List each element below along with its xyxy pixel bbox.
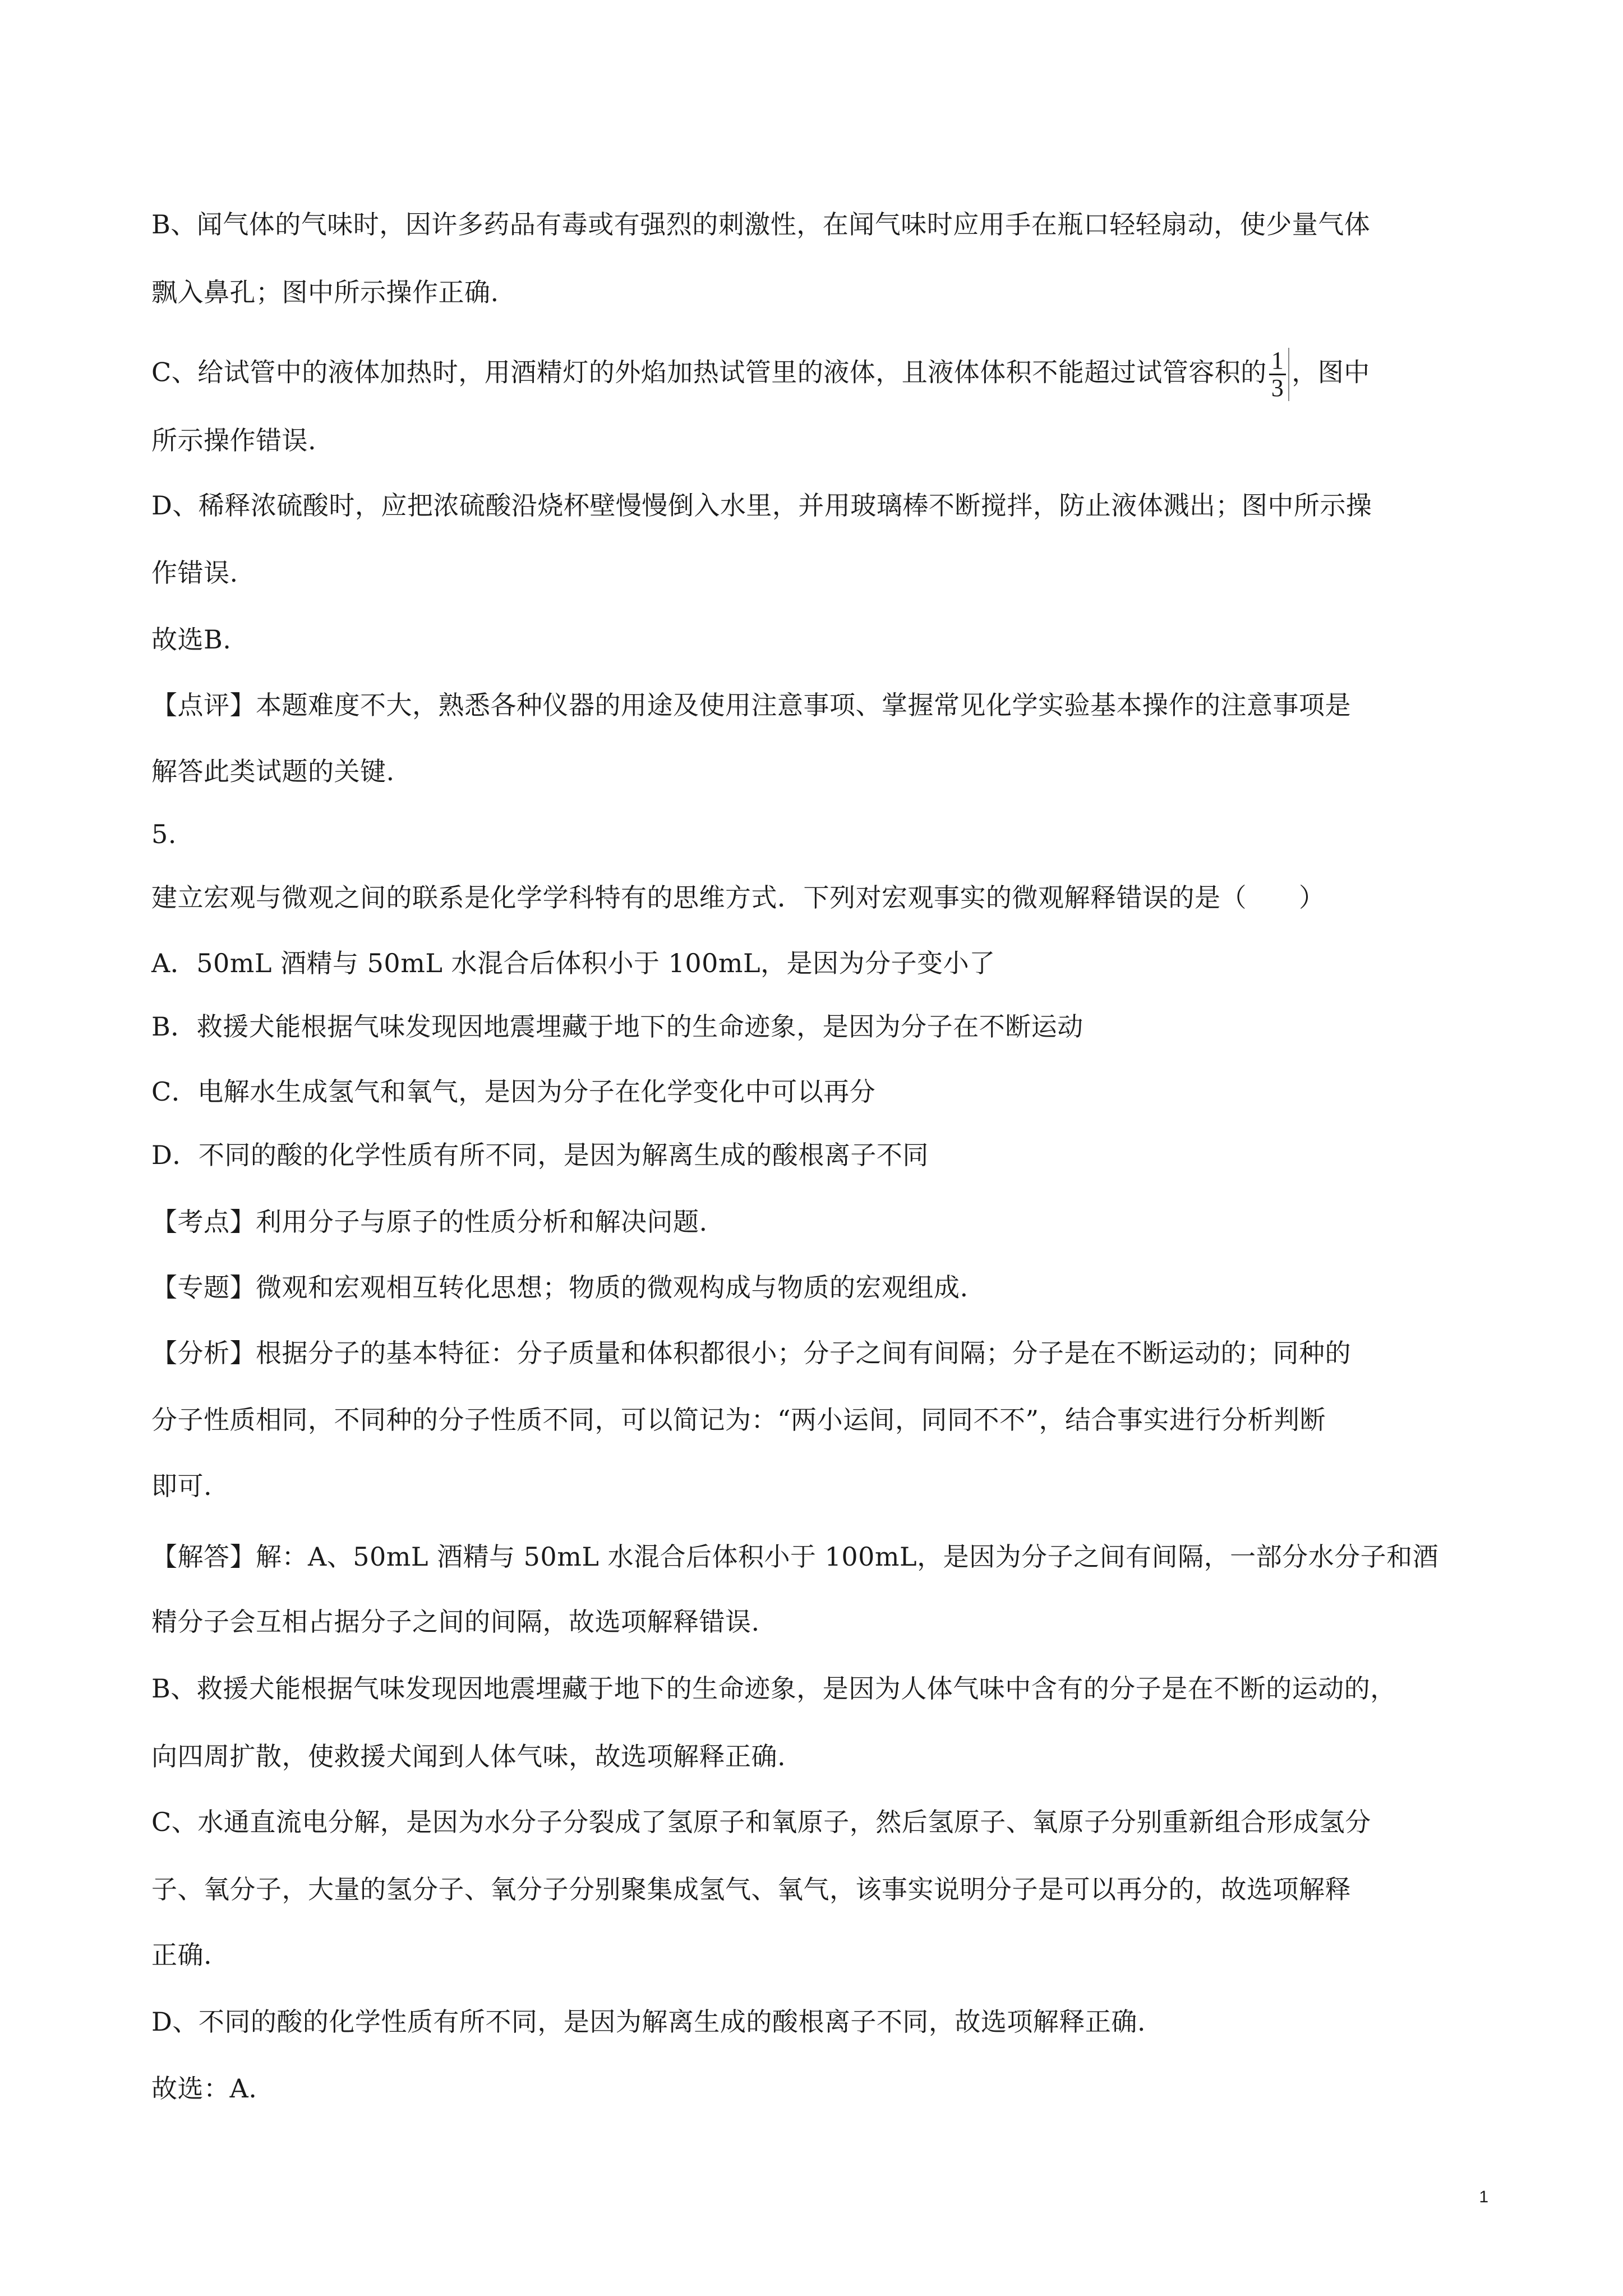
paragraph: 向四周扩散，使救援犬闻到人体气味，故选项解释正确. xyxy=(151,1741,786,1772)
paragraph: B、闻气体的气味时，因许多药品有毒或有强烈的刺激性，在闻气味时应用手在瓶口轻轻扇动，使少量气体 xyxy=(151,209,1371,240)
paragraph: 【考点】利用分子与原子的性质分析和解决问题. xyxy=(151,1207,708,1237)
paragraph: C．电解水生成氢气和氧气，是因为分子在化学变化中可以再分 xyxy=(151,1076,876,1107)
paragraph: B．救援犬能根据气味发现因地震埋藏于地下的生命迹象，是因为分子在不断运动 xyxy=(151,1011,1083,1042)
paragraph: 所示操作错误. xyxy=(151,425,317,455)
paragraph: 【专题】微观和宏观相互转化思想；物质的微观构成与物质的宏观组成. xyxy=(151,1272,969,1303)
paragraph: 正确. xyxy=(151,1940,213,1970)
paragraph: 即可. xyxy=(151,1471,213,1501)
paragraph: 故选B. xyxy=(151,624,232,655)
paragraph: 建立宏观与微观之间的联系是化学学科特有的思维方式．下列对宏观事实的微观解释错误的是（ ） xyxy=(151,882,1325,913)
paragraph: 分子性质相同，不同种的分子性质不同，可以简记为：“两小运间，同同不不”，结合事实进行分析判断 xyxy=(151,1405,1326,1435)
paragraph: 5. xyxy=(151,819,177,849)
paragraph: 【点评】本题难度不大，熟悉各种仪器的用途及使用注意事项、掌握常见化学实验基本操作的注意事项是 xyxy=(151,690,1351,720)
paragraph: B、救援犬能根据气味发现因地震埋藏于地下的生命迹象，是因为人体气味中含有的分子是在不断的运动的， xyxy=(151,1673,1396,1704)
paragraph: 故选：A. xyxy=(151,2073,257,2104)
paragraph: 作错误. xyxy=(151,558,238,588)
page-number: 1 xyxy=(1479,2188,1488,2206)
fraction-denominator: 3 xyxy=(1271,374,1284,402)
paragraph: 【分析】根据分子的基本特征：分子质量和体积都很小；分子之间有间隔；分子是在不断运动的；同种的 xyxy=(151,1338,1351,1368)
paragraph: A．50mL 酒精与 50mL 水混合后体积小于 100mL，是因为分子变小了 xyxy=(151,948,995,978)
paragraph: 子、氧分子，大量的氢分子、氧分子分别聚集成氢气、氧气，该事实说明分子是可以再分的，故选项解释 xyxy=(151,1874,1351,1904)
paragraph-text: C、给试管中的液体加热时，用酒精灯的外焰加热试管里的液体，且液体体积不能超过试管容积的 xyxy=(151,357,1267,388)
fraction xyxy=(1269,348,1290,401)
paragraph: 飘入鼻孔；图中所示操作正确. xyxy=(151,277,499,307)
paragraph: 【解答】解：A、50mL 酒精与 50mL 水混合后体积小于 100mL，是因为分子之间有间隔，一部分水分子和酒 xyxy=(151,1542,1439,1572)
paragraph: D．不同的酸的化学性质有所不同，是因为解离生成的酸根离子不同 xyxy=(151,1140,929,1170)
fraction-numerator: 1 xyxy=(1269,348,1287,375)
paragraph: D、不同的酸的化学性质有所不同，是因为解离生成的酸根离子不同，故选项解释正确. xyxy=(151,2007,1146,2037)
paragraph: C、水通直流电分解，是因为水分子分裂成了氢原子和氧原子，然后氢原子、氧原子分别重新组合形成氢分 xyxy=(151,1807,1371,1837)
paragraph: 解答此类试题的关键. xyxy=(151,756,395,786)
paragraph: 精分子会互相占据分子之间的间隔，故选项解释错误. xyxy=(151,1607,760,1637)
fraction-trailing-text: ，图中 xyxy=(1292,357,1370,388)
paragraph-with-fraction xyxy=(151,348,1370,401)
paragraph: D、稀释浓硫酸时，应把浓硫酸沿烧杯壁慢慢倒入水里，并用玻璃棒不断搅拌，防止液体溅出；图中所示操 xyxy=(151,490,1372,521)
